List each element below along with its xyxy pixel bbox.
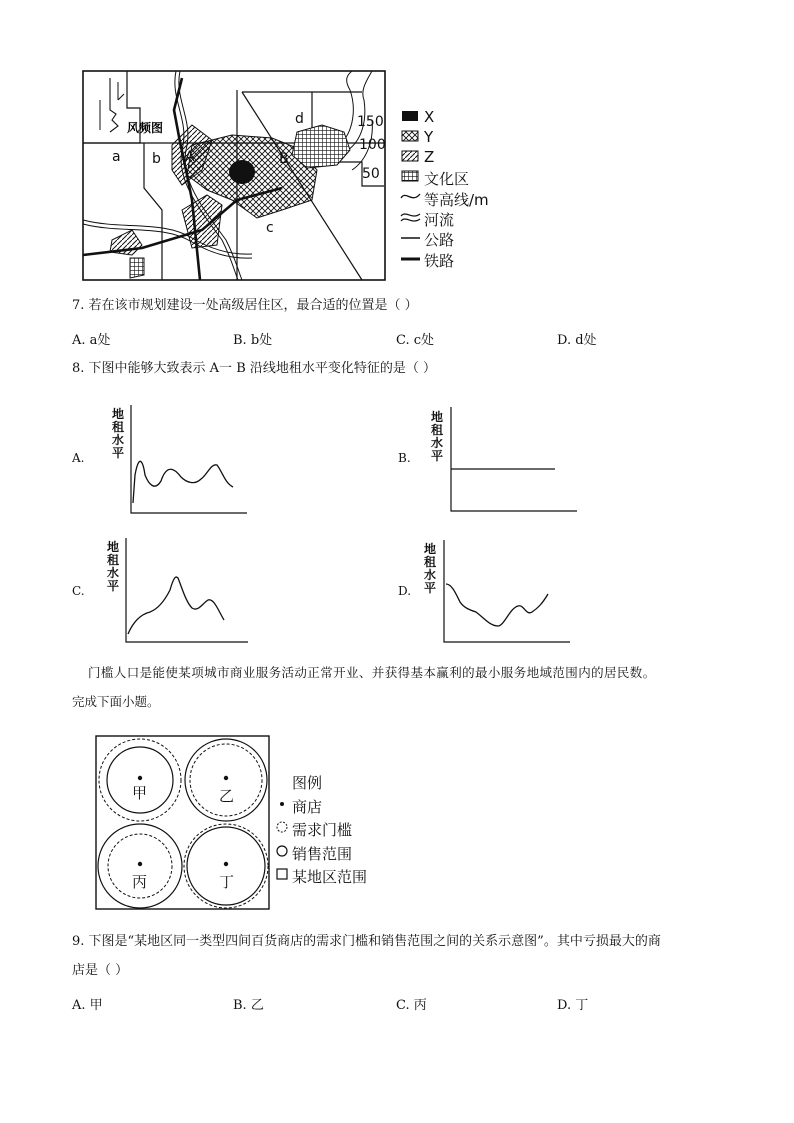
diagram-legend-sales: 销售范围 [292, 845, 353, 863]
graph-c-ylabel: 地 租 水 平 [106, 540, 119, 593]
q7-option-c[interactable]: C. c处 [396, 333, 435, 348]
diagram-legend-symbols [276, 796, 290, 884]
label-b: b [152, 151, 161, 167]
graph-d-ylabel: 地 租 水 平 [423, 542, 436, 595]
legend-road: 公路 [424, 231, 455, 249]
label-c: c [266, 220, 274, 236]
legend-culture: 文化区 [424, 170, 470, 188]
q9-stem-line2: 店是（ ） [72, 963, 129, 978]
q8-stem: 8. 下图中能够大致表示 A一 B 沿线地租水平变化特征的是（ ） [72, 361, 437, 376]
store-yi: 乙 [219, 787, 235, 805]
q9-option-a[interactable]: A. 甲 [72, 998, 103, 1013]
store-ding: 丁 [219, 873, 235, 891]
q9-option-b[interactable]: B. 乙 [233, 998, 264, 1013]
legend-contour: 等高线/m [424, 191, 489, 209]
label-d: d [295, 111, 304, 127]
contour-150: 150 [357, 114, 384, 130]
diagram-legend-store: 商店 [292, 798, 323, 816]
q7-stem: 7. 若在该市规划建设一处高级居住区，最合适的位置是（ ） [72, 298, 418, 313]
intro-line2: 完成下面小题。 [72, 694, 160, 709]
diagram-legend-threshold: 需求门槛 [292, 821, 353, 839]
q9-option-d[interactable]: D. 丁 [557, 998, 589, 1013]
diagram-legend-region: 某地区范围 [292, 868, 368, 886]
graph-a-letter[interactable]: A. [72, 451, 85, 465]
legend-x: X [424, 108, 435, 126]
label-A: A [185, 149, 195, 165]
graph-a [125, 403, 250, 518]
q9-stem-line1: 9. 下图是“某地区同一类型四间百货商店的需求门槛和销售范围之间的关系示意图”。其中亏损最大的商 [72, 934, 661, 949]
wind-inset-label: 风频图 [127, 121, 164, 135]
legend-railway: 铁路 [424, 252, 455, 270]
q9-option-c[interactable]: C. 丙 [396, 998, 427, 1013]
store-bing: 丙 [132, 873, 148, 891]
graph-a-ylabel: 地 租 水 平 [111, 407, 124, 460]
graph-d-letter[interactable]: D. [398, 584, 412, 598]
q7-option-a[interactable]: A. a处 [72, 333, 111, 348]
store-jia: 甲 [132, 784, 148, 802]
legend-river: 河流 [424, 211, 455, 229]
diagram-legend-title: 图例 [292, 774, 323, 792]
graph-c-letter[interactable]: C. [72, 584, 85, 598]
graph-d [438, 538, 573, 648]
contour-50: 50 [362, 166, 380, 182]
legend-z: Z [424, 148, 435, 166]
store-diagram [95, 735, 273, 913]
graph-b-letter[interactable]: B. [398, 451, 411, 465]
city-map [82, 70, 387, 282]
contour-100: 100 [359, 137, 386, 153]
graph-c [120, 536, 250, 648]
label-B: B [279, 151, 289, 167]
intro-line1: 门槛人口是能使某项城市商业服务活动正常开业、并获得基本赢利的最小服务地域范围内的居民数。 [88, 665, 656, 680]
graph-b-ylabel: 地 租 水 平 [430, 410, 443, 463]
q7-option-b[interactable]: B. b处 [233, 333, 273, 348]
label-a: a [112, 149, 121, 165]
legend-y: Y [424, 128, 434, 146]
graph-b [445, 405, 580, 520]
zone-x-center [229, 160, 255, 184]
q7-option-d[interactable]: D. d处 [557, 333, 597, 348]
